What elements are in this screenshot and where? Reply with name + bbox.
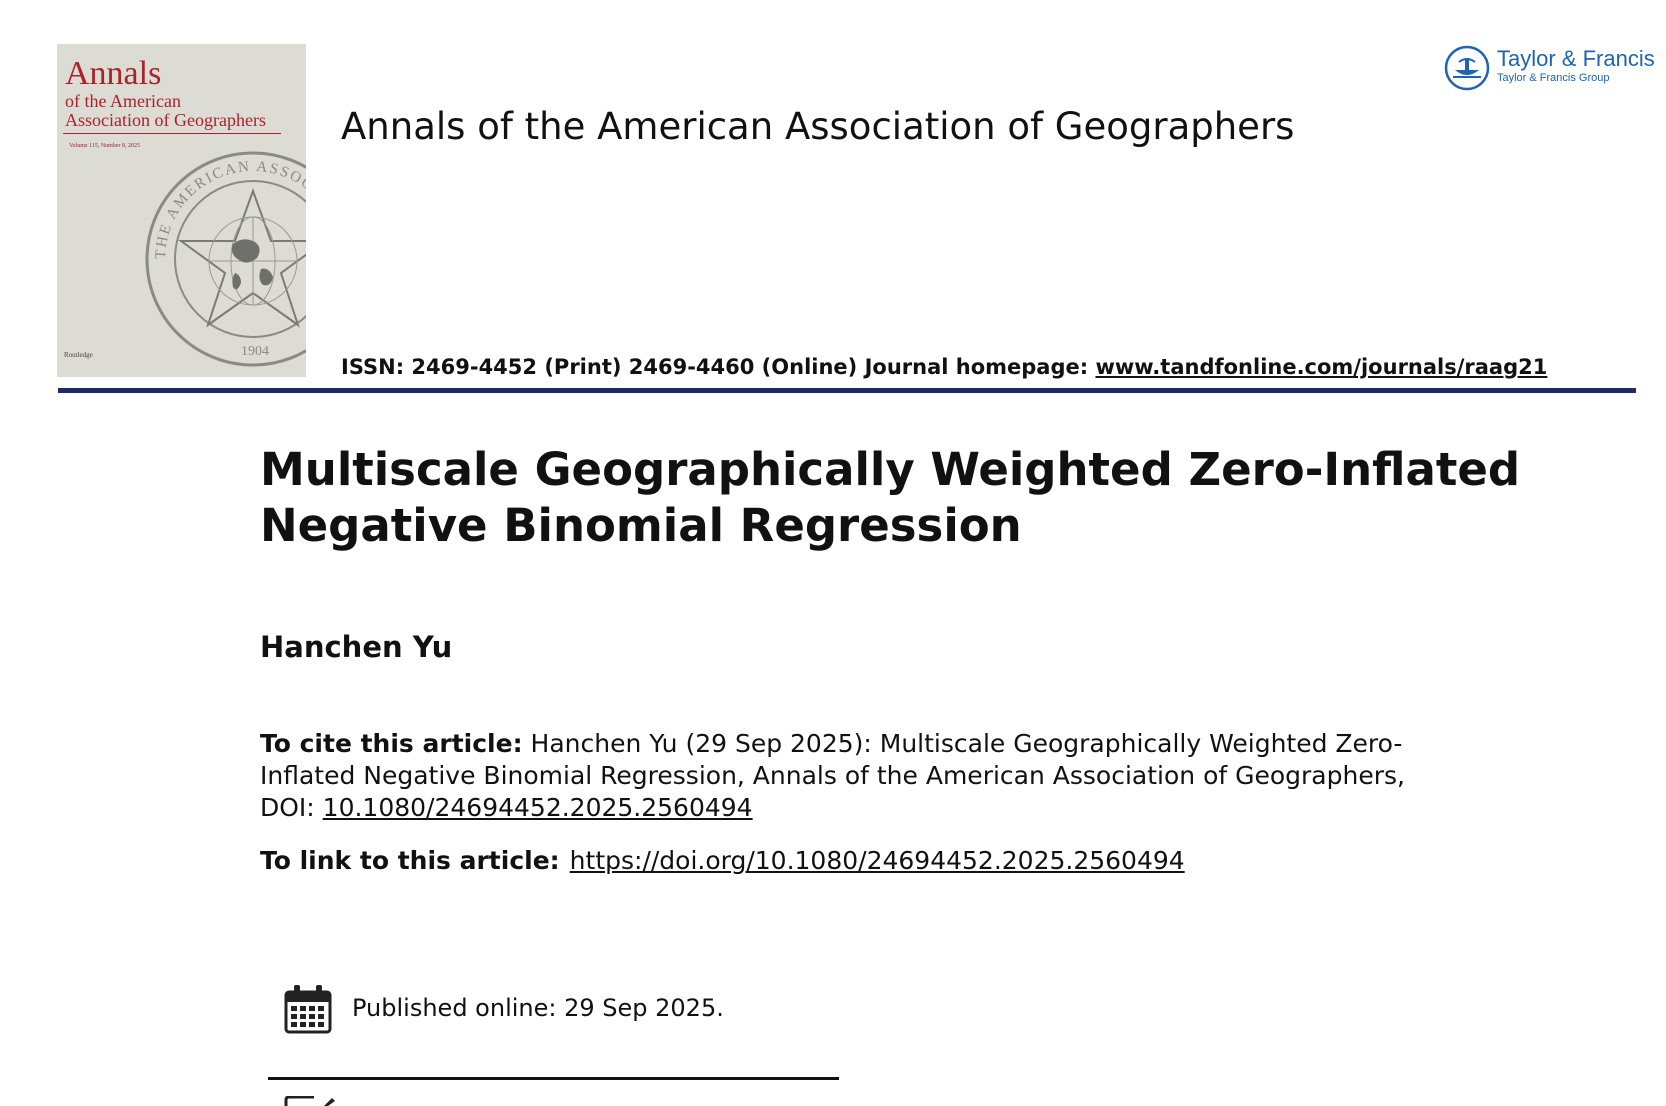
association-seal-icon xyxy=(143,149,352,369)
seal-year: 1904 xyxy=(241,344,269,359)
cover-subtitle xyxy=(65,92,266,130)
article-title: Multiscale Geographically Weighted Zero-Inflated Negative Binomial Regression xyxy=(260,443,1521,552)
link-label: To link to this article: xyxy=(260,846,560,875)
section-divider xyxy=(268,1077,839,1080)
doi-link[interactable]: 10.1080/24694452.2025.2560494 xyxy=(322,793,753,822)
published-online: Published online: 29 Sep 2025. xyxy=(352,994,724,1022)
cite-label: To cite this article: xyxy=(260,729,523,758)
publisher-group: Taylor & Francis Group xyxy=(1497,72,1610,84)
issn-line xyxy=(341,355,1547,379)
journal-homepage-link[interactable]: www.tandfonline.com/journals/raag21 xyxy=(1095,355,1548,379)
cover-volume: Volume 115, Number 8, 2025 xyxy=(69,143,140,149)
calendar-icon xyxy=(284,984,332,1034)
article-url-link[interactable]: https://doi.org/10.1080/24694452.2025.2560494 xyxy=(569,846,1185,875)
citation-block xyxy=(260,728,1420,824)
cover-subtitle-line1: of the American xyxy=(65,91,181,111)
cover-subtitle-line2: Association of Geographers xyxy=(65,110,266,130)
cover-title: Annals xyxy=(65,55,162,92)
article-author: Hanchen Yu xyxy=(260,630,453,664)
cover-publisher: Routledge xyxy=(64,351,93,359)
cite-text: Hanchen Yu (29 Sep 2025): Multiscale Geographically Weighted Zero-Inflated Negative Binomial Regression, Annals of the American Association of Geographers, DOI: xyxy=(260,729,1405,822)
seal-text: THE AMERICAN ASSOCIATION xyxy=(152,158,352,260)
issn-text: ISSN: 2469-4452 (Print) 2469-4460 (Online) Journal homepage: xyxy=(341,355,1096,379)
header-divider xyxy=(58,388,1636,393)
article-link-line xyxy=(260,846,1185,875)
publisher-name: Taylor & Francis xyxy=(1497,46,1655,71)
journal-cover xyxy=(57,44,352,377)
cover-divider xyxy=(63,133,281,134)
taylor-francis-logo-icon xyxy=(1443,44,1491,92)
edit-icon xyxy=(284,1096,336,1106)
journal-name: Annals of the American Association of Geographers xyxy=(341,105,1295,148)
